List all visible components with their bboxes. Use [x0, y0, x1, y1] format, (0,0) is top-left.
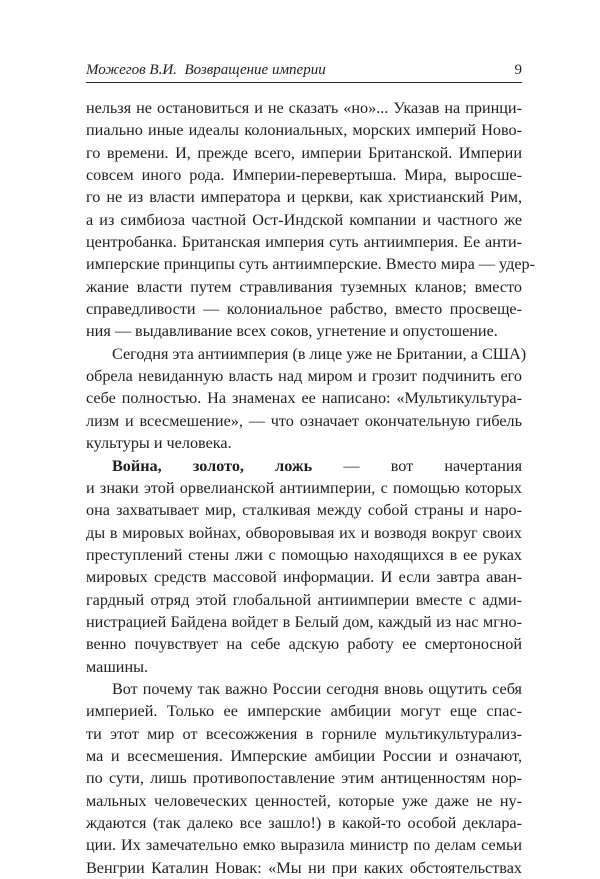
- text-line: Венгрии Каталин Новак: «Мы ни при каких обстоятельствах: [86, 858, 522, 877]
- text-line: нельзя не остановиться и не сказать «но»... Указав на принци-: [86, 99, 522, 117]
- text-line: обрела невиданную власть над миром и грозит подчинить его: [86, 367, 522, 386]
- text-line: лизм и всесмешение», — что означает окончательную гибель: [86, 411, 522, 430]
- text-line: и знаки этой орвелианской антиимперии, с помощью которых: [86, 478, 522, 497]
- text-line: ния — выдавливание всех соков, угнетение и опустошение.: [86, 322, 498, 341]
- bold-phrase: Война, золото, ложь: [112, 456, 313, 475]
- text-line: мировых средств массовой информации. И если завтра аван-: [86, 568, 522, 587]
- text-line: она захватывает мир, сталкивая между собой страны и наро-: [86, 501, 522, 520]
- text-line: жание власти путем стравливания туземных кланов; вместо: [86, 277, 522, 296]
- text-line: по сути, лишь противопоставление этим антиценностям нор-: [86, 769, 522, 788]
- page-body: [86, 97, 536, 879]
- text-line: себе полностью. На знаменах ее написано: «Мультикультура-: [86, 389, 522, 408]
- text-line: венно почувствует на себе адскую работу ее смертоносной: [86, 635, 522, 654]
- book-title: Возвращение империи: [184, 62, 326, 78]
- text-line: го не из власти императора и церкви, как христианский Рим,: [86, 188, 522, 207]
- text-line: го времени. И, прежде всего, империи Британской. Империи: [86, 143, 522, 162]
- text-line: справедливости — колониальное рабство, вместо просвеще-: [86, 300, 522, 319]
- text-line: а из симбиоза частной Ост-Индской компании и частного же: [86, 210, 522, 229]
- text-line: центробанка. Британская империя суть антиимперия. Ее анти-: [86, 233, 522, 252]
- text-line: ды в мировых войнах, обворовывая их и возводя вокруг своих: [86, 523, 522, 542]
- text-line: машины.: [86, 657, 149, 676]
- text-line: культуры и человека.: [86, 434, 232, 453]
- text-line: мальных человеческих ценностей, которые уже даже не ну-: [86, 791, 522, 810]
- text-line: Сегодня эта антиимперия (в лице уже не Британии, а США): [112, 344, 527, 363]
- running-head-title: [86, 58, 326, 82]
- text-line-bold-start: [86, 455, 522, 477]
- text-line: ма и всесмешения. Имперские амбиции России и означают,: [86, 746, 522, 765]
- author-name: Можегов В.И.: [86, 62, 177, 78]
- text-line: гардный отряд этой глобальной антиимперии вместе с адми-: [86, 590, 522, 609]
- running-head: [86, 58, 522, 83]
- text-line: империей. Только ее имперские амбиции могут еще спас-: [86, 702, 522, 721]
- text-line: пиально иные идеалы колониальных, морских империй Ново-: [86, 121, 522, 140]
- text-line: преступлений стены лжи с помощью находящихся в ее руках: [86, 545, 522, 564]
- text-line: совсем иного рода. Империи-перевертыша. Мира, выросше-: [86, 166, 522, 185]
- text-line: Вот почему так важно России сегодня вновь ощутить себя: [112, 679, 522, 698]
- page-number: 9: [514, 62, 522, 78]
- text-line: нистрацией Байдена войдет в Белый дом, каждый из нас мгно-: [86, 612, 522, 631]
- text-line: ти этот мир от всесожжения в горниле мультикультурализ-: [86, 724, 522, 743]
- text-line: ждаются (так далеко все зашло!) в какой-то особой деклара-: [86, 814, 522, 832]
- text-line: имперские принципы суть антиимперские. Вместо мира — удер-: [86, 255, 536, 274]
- text-line-rest: — вот начертания: [343, 456, 523, 475]
- text-line: ции. Их замечательно емко выразила министр по делам семьи: [86, 836, 522, 855]
